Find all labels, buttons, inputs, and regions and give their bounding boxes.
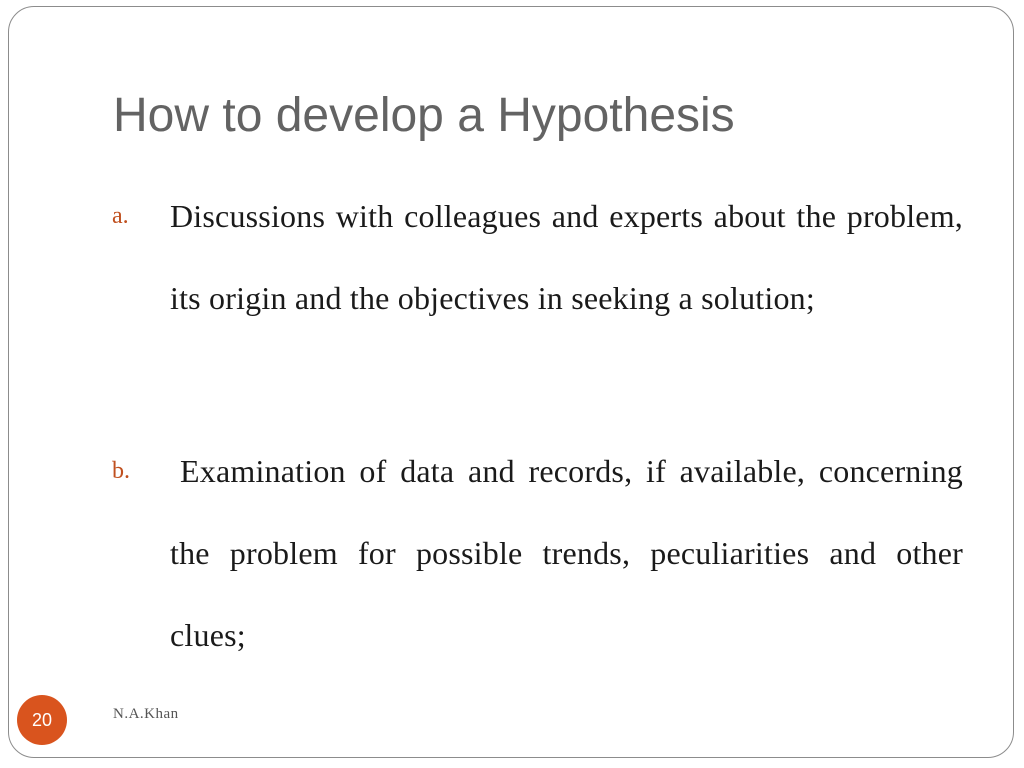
- list-marker: a.: [112, 203, 129, 229]
- list-item-text: Discussions with colleagues and experts about the problem, its origin and the objectives in seeking a solution;: [170, 198, 963, 316]
- list-marker: b.: [112, 458, 130, 484]
- slide-title: How to develop a Hypothesis: [113, 89, 735, 142]
- footer-author: N.A.Khan: [113, 706, 179, 722]
- slide-number-badge: 20: [17, 695, 67, 745]
- list-item-text: Examination of data and records, if available, concerning the problem for possible trends, peculiarities and other clues;: [170, 453, 963, 653]
